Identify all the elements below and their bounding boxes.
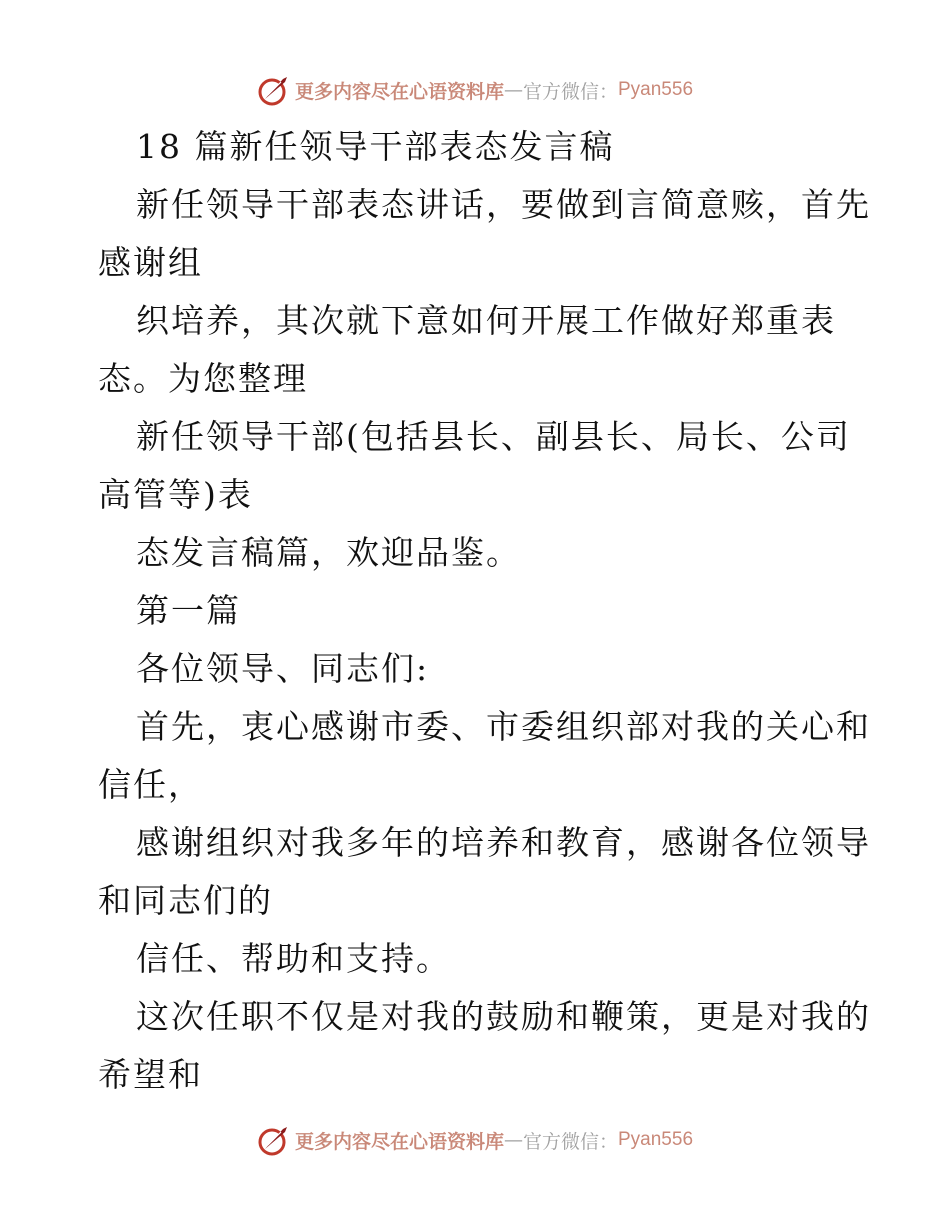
watermark-main-text: 更多内容尽在心语资料库 [294,1130,504,1153]
document-body [98,118,871,1104]
doc-line: 信任、帮助和支持。 [136,939,451,978]
watermark-dash: — [503,79,523,101]
doc-line: 态发言稿篇，欢迎品鉴。 [136,533,521,572]
doc-line: 高管等)表 [98,475,253,514]
doc-line: 首先，衷心感谢市委、市委组织部对我的关心和 [136,707,871,746]
doc-line: 感谢组 [98,243,203,282]
doc-line: 新任领导干部表态讲话，要做到言简意赅，首先 [136,185,871,224]
doc-line: 和同志们的 [98,881,273,920]
watermark-wechat-label: 官方微信： [522,80,618,103]
watermark-wechat-label: 官方微信： [522,1130,618,1153]
doc-line: 这次任职不仅是对我的鼓励和鞭策，更是对我的 [136,997,871,1036]
doc-line: 希望和 [98,1055,203,1094]
doc-line: 各位领导、同志们: [136,649,430,688]
doc-line: 第一篇 [136,591,241,630]
watermark-dash: — [503,1129,523,1151]
watermark-wechat-id: Pyan556 [618,1129,694,1150]
doc-line: 态。为您整理 [98,359,308,398]
doc-line: 新任领导干部(包括县长、副县长、局长、公司 [136,417,851,456]
doc-line: 18 篇新任领导干部表态发言稿 [136,127,615,166]
watermark-main-text: 更多内容尽在心语资料库 [294,80,504,103]
header-watermark [0,70,950,110]
quill-logo-icon [257,1123,291,1157]
doc-line: 信任， [98,765,203,804]
quill-logo-icon [257,73,291,107]
doc-line: 感谢组织对我多年的培养和教育，感谢各位领导 [136,823,871,862]
footer-watermark [0,1120,950,1160]
watermark-wechat-id: Pyan556 [618,79,694,100]
doc-line: 织培养，其次就下意如何开展工作做好郑重表 [136,301,836,340]
